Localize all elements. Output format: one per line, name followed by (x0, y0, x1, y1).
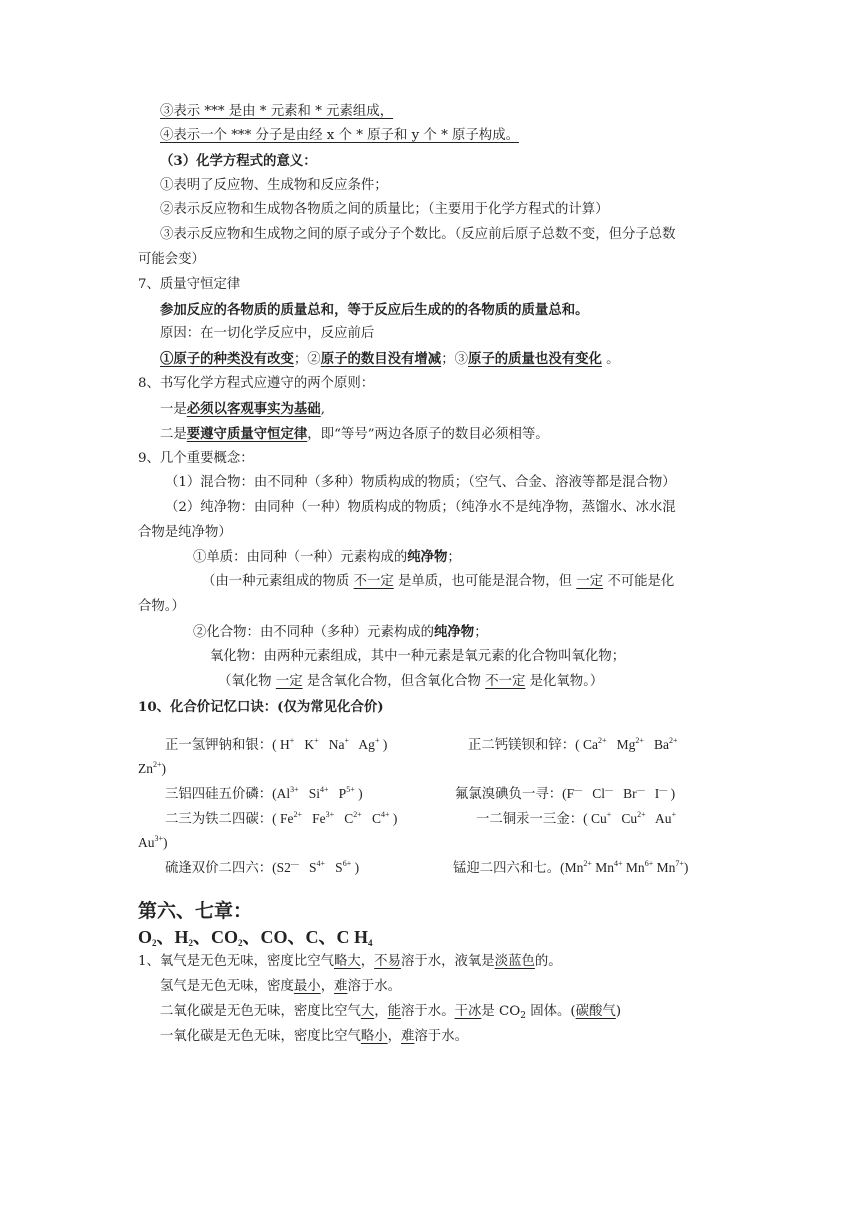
hydrogen-properties: 氢气是无色无味，密度最小，难溶于水。 (160, 979, 402, 994)
pure-substance-cont: 合物是纯净物） (138, 525, 232, 540)
carbon-monoxide-properties: 一氧化碳是无色无味，密度比空气略小，难溶于水。 (160, 1029, 468, 1044)
chapter-gases-list: $O_2$、$H_2$、$CO_2$、CO、C、C $H_4$ (138, 927, 373, 948)
valence-row-2-right: 氟氯溴碘负一寻：(F— Cl— Br— I— ) (455, 785, 676, 802)
line-equation-3-cont: 可能会变） (138, 252, 205, 267)
carbon-dioxide-properties: 二氧化碳是无色无味，密度比空气大，能溶于水。干冰是 $CO_2$ 固体。(碳酸气) (160, 1004, 622, 1021)
section-10-heading: 10、化合价记忆口诀：(仅为常见化合价) (138, 699, 384, 715)
valence-row-4-right: 锰迎二四六和七。($Mn^{2+}$ $Mn^{4+}$ $Mn^{6+}$ $Mn^{7+}$) (453, 859, 689, 876)
valence-row-4-left: 硫逢双价二四六：(S2— $S^{4+}$ $S^{6+}$ ) (165, 859, 360, 876)
reason-points: ①原子的种类没有改变；②原子的数目没有增减；③原子的质量也没有变化 。 (160, 351, 620, 367)
element-note: （由一种元素组成的物质 不一定 是单质，也可能是混合物，但 一定 不可能是化 (202, 574, 675, 589)
line-equation-1: ①表明了反应物、生成物和反应条件； (160, 178, 388, 193)
line-meaning-3 (160, 102, 393, 122)
valence-row-3-cont: $Au^{3+}$) (138, 834, 168, 850)
valence-row-3-right: 一二铜汞一三金：( Cu+ $Cu^{2+}$ Au+ (476, 810, 677, 827)
mixture-definition: （1）混合物：由不同种（多种）物质构成的物质；（空气、合金、溶液等都是混合物） (165, 475, 676, 490)
valence-row-2-left: 三铝四硅五价磷：($Al^{3+}$ $Si^{4+}$ $P^{5+}$ ) (165, 785, 363, 802)
compound-definition: ②化合物：由不同种（多种）元素构成的纯净物； (193, 624, 488, 640)
principle-2: 二是要遵守质量守恒定律，即“等号”两边各原子的数目必须相等。 (160, 426, 549, 442)
valence-row-1-right: 正二钙镁钡和锌：( $Ca^{2+}$ $Mg^{2+}$ $Ba^{2+}$ (468, 736, 678, 753)
element-definition: ①单质：由同种（一种）元素构成的纯净物； (193, 549, 461, 565)
pure-substance-definition: （2）纯净物：由同种（一种）物质构成的物质；（纯净水不是纯净物，蒸馏水、冰水混 (165, 500, 676, 515)
line-equation-2: ②表示反应物和生成物各物质之间的质量比；（主要用于化学方程式的计算） (160, 202, 609, 217)
element-note-cont: 合物。） (138, 599, 185, 614)
valence-row-1-left: 正一氢钾钠和银：( H+ K+ Na+ Ag+ ) (165, 736, 388, 753)
chapter-title: 第六、七章： (138, 900, 253, 922)
principle-1: 一是必须以客观事实为基础, (160, 401, 325, 417)
section-9-heading: 9、几个重要概念： (138, 451, 254, 466)
oxide-note: （氧化物 一定 是含氧化合物，但含氧化合物 不一定 是化氧物。） (218, 674, 604, 689)
oxygen-properties: 1、氧气是无色无味，密度比空气略大，不易溶于水，液氧是淡蓝色的。 (138, 954, 562, 969)
formula-meaning-text: ③表示 *** 是由 * 元素和 * 元素组成， (160, 104, 394, 119)
oxide-definition: 氧化物：由两种元素组成，其中一种元素是氧元素的化合物叫氧化物； (210, 649, 626, 664)
line-equation-3: ③表示反应物和生成物之间的原子或分子个数比。（反应前后原子总数不变，但分子总数 (160, 227, 676, 242)
conservation-law-text: 参加反应的各物质的质量总和，等于反应后生成的的各物质的质量总和。 (160, 302, 589, 318)
reason-line: 原因：在一切化学反应中，反应前后 (160, 326, 375, 341)
section-8-heading: 8、书写化学方程式应遵守的两个原则： (138, 376, 375, 391)
line-meaning-4 (160, 126, 519, 146)
heading-equation-meaning: （3）化学方程式的意义： (160, 153, 317, 169)
valence-row-1-cont: $Zn^{2+}$) (138, 760, 167, 776)
section-7-heading: 7、质量守恒定律 (138, 277, 241, 292)
valence-row-3-left: 二三为铁二四碳：( $Fe^{2+}$ $Fe^{3+}$ $C^{2+}$ $C^{4+}$ ) (165, 810, 398, 827)
formula-meaning-text: ④表示一个 *** 分子是由经 x 个 * 原子和 y 个 * 原子构成。 (160, 128, 519, 143)
